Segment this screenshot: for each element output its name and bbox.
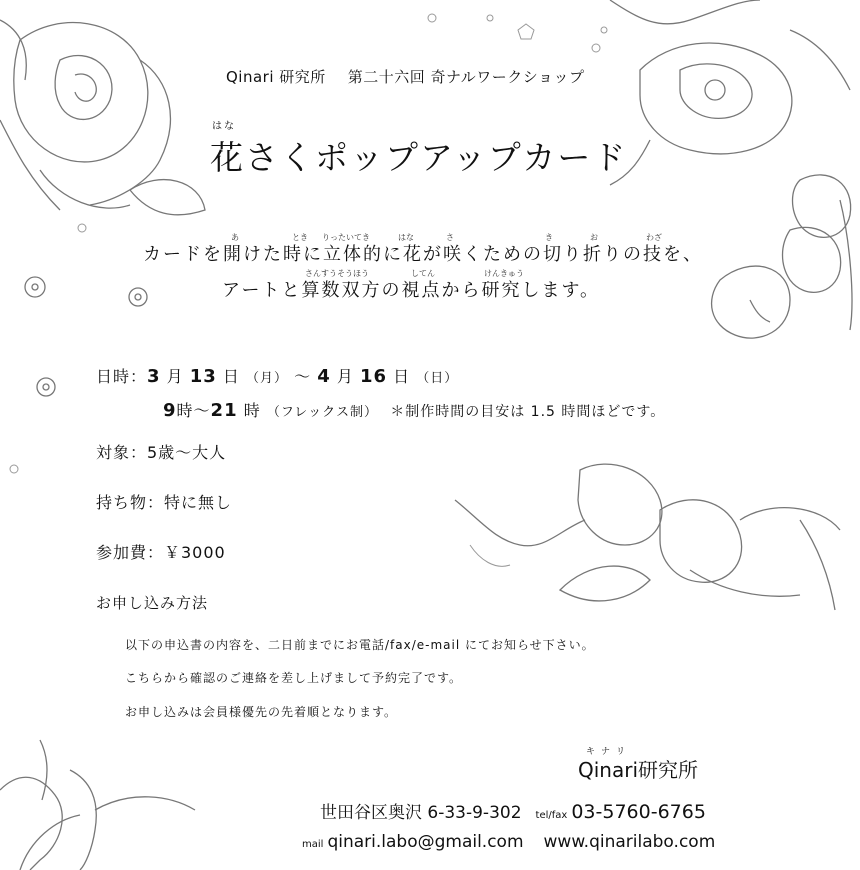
rose-sketch [0, 20, 205, 232]
email-link[interactable]: qinari.labo@gmail.com [327, 832, 524, 852]
apply-line-3: お申し込みは会員様優先の先着順となります。 [125, 705, 398, 719]
schedule-hours: 9時～21 時 （フレックス制） ＊制作時間の目安は 1.5 時間ほどです。 [163, 400, 666, 421]
tel-label: tel/fax [535, 810, 568, 821]
orchid-sketch [712, 175, 852, 338]
workshop-header [226, 66, 585, 87]
fee: 参加費：￥3000 [96, 543, 226, 562]
website-link[interactable]: www.qinarilabo.com [543, 832, 716, 852]
intro-line-2: アートと算数双方の視点から研究します。 [222, 280, 601, 301]
ruby: さんすうそうほう [305, 269, 369, 278]
org-name: Qinari研究所 [578, 758, 699, 782]
page-title: 花さくポップアップカード [210, 138, 628, 177]
ruby: さ [446, 233, 454, 242]
ruby: とき [292, 233, 308, 242]
mail-label: mail [302, 839, 324, 850]
belongings: 持ち物：特に無し [96, 493, 233, 512]
ruby: りったいてき [322, 233, 370, 242]
target-audience: 対象：5歳～大人 [96, 443, 227, 462]
ruby: お [590, 233, 598, 242]
apply-heading: お申し込み方法 [96, 594, 209, 612]
contact-line [302, 832, 715, 852]
apply-line-1: 以下の申込書の内容を、二日前までにお電話/fax/e-mail にてお知らせ下さい。 [125, 638, 595, 652]
schedule-dates: 日時：3 月 13 日 （月） ～ 4 月 16 日 （日） [96, 366, 459, 387]
apply-line-2: こちらから確認のご連絡を差し上げまして予約完了です。 [125, 671, 463, 685]
iris-sketch [0, 740, 195, 870]
org-ruby: キナリ [586, 747, 632, 757]
ruby: してん [411, 269, 435, 278]
header-workshop: 第二十六回 奇ナルワークショップ [347, 68, 585, 86]
address: 世田谷区奥沢 6-33-9-302 [320, 803, 522, 823]
ruby: わざ [646, 233, 662, 242]
ruby: き [545, 233, 553, 242]
ruby: あ [231, 233, 239, 242]
tel-number: 03-5760-6765 [571, 801, 706, 823]
intro-line-1: カードを開けた時に立体的に花が咲くための切り折りの技を、 [143, 244, 703, 265]
title-ruby: はな [212, 121, 236, 132]
address-line [320, 798, 706, 823]
morning-glory-sketch [455, 464, 840, 610]
ruby: けんきゅう [484, 269, 524, 278]
header-org: Qinari 研究所 [226, 68, 326, 86]
time-note: ＊制作時間の目安は 1.5 時間ほどです。 [390, 404, 666, 420]
ruby: はな [398, 233, 414, 242]
